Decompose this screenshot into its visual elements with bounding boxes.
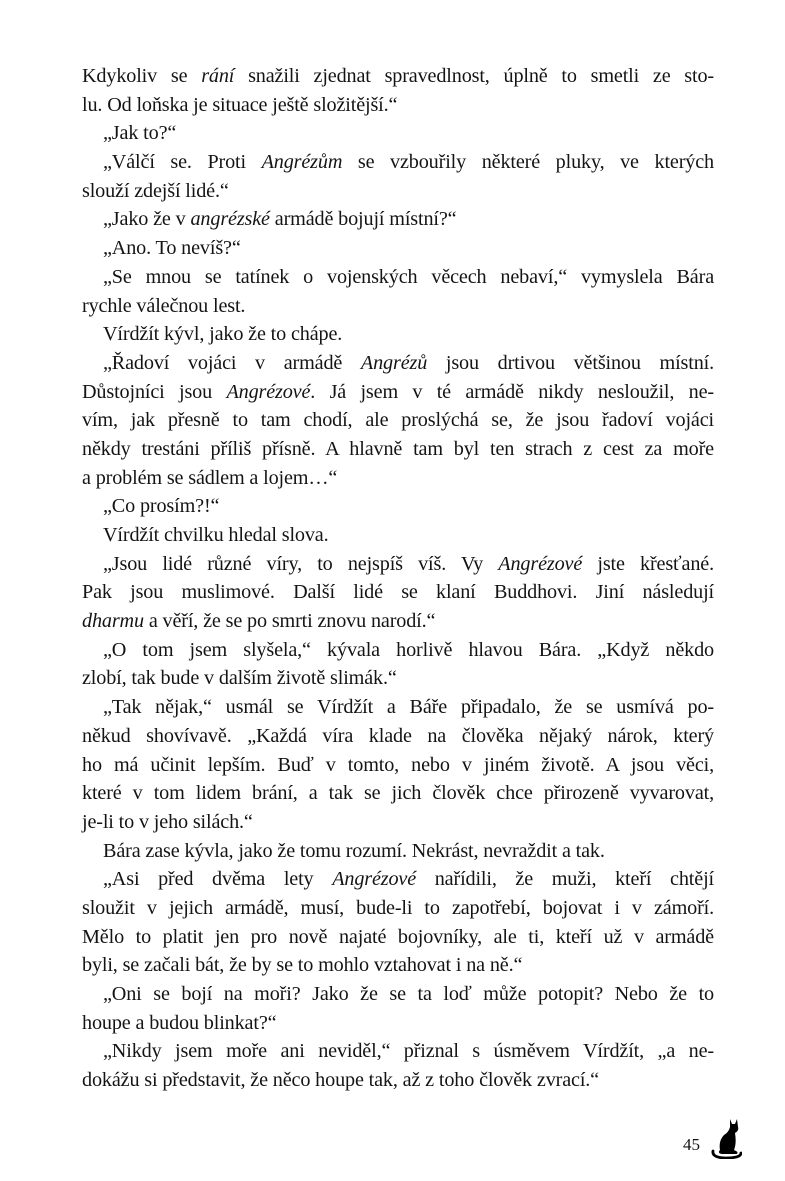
text-line <box>82 636 714 665</box>
text-line <box>82 205 714 234</box>
text-run: je-li to v jeho silách.“ <box>82 810 253 833</box>
text-run: rychle válečnou lest. <box>82 294 246 317</box>
text-run: lu. Od loňska je situace ještě složitější.“ <box>82 93 398 116</box>
text-run: Pak jsou muslimové. Další lidé se klaní Buddhovi. Jiní následují <box>82 581 714 604</box>
text-run: zlobí, tak bude v dalším životě slimák.“ <box>82 667 397 690</box>
italic-term: dharmu <box>82 610 144 633</box>
text-run: Vírdžít kývl, jako že to chápe. <box>103 323 343 346</box>
text-line <box>82 808 714 837</box>
text-line <box>82 62 714 91</box>
text-line <box>82 320 714 349</box>
text-run: ho má učinit lepším. Buď v tomto, nebo v jiném životě. A jsou věci, <box>82 753 714 776</box>
text-line <box>82 91 714 120</box>
text-run: někdy trestáni příliš přísně. A hlavně tam byl ten strach z cest za moře <box>82 437 714 460</box>
text-run: . Já jsem v té armádě nikdy nesloužil, ne- <box>310 380 714 403</box>
text-line <box>82 119 714 148</box>
text-run: a problém se sádlem a lojem…“ <box>82 466 338 489</box>
text-run: „Co prosím?!“ <box>103 495 220 518</box>
text-line <box>82 923 714 952</box>
text-run: „Jak to?“ <box>103 122 177 145</box>
text-line <box>82 837 714 866</box>
text-line <box>82 865 714 894</box>
text-line <box>82 378 714 407</box>
text-line <box>82 349 714 378</box>
text-line <box>82 234 714 263</box>
text-line <box>82 664 714 693</box>
text-run: „Jako že v <box>103 208 191 231</box>
text-run: „Se mnou se tatínek o vojenských věcech nebaví,“ vymyslela Bára <box>103 265 714 288</box>
text-run: „Ano. To nevíš?“ <box>103 237 241 260</box>
text-line <box>82 722 714 751</box>
italic-term: rání <box>201 65 235 87</box>
text-run: Důstojníci jsou <box>82 380 227 403</box>
text-line <box>82 693 714 722</box>
text-run: Bára zase kývla, jako že tomu rozumí. Nekrást, nevraždit a tak. <box>103 839 605 862</box>
italic-term: Angrézové <box>332 868 417 891</box>
text-run: „Oni se bojí na moři? Jako že se ta loď může potopit? Nebo že to <box>103 983 714 1005</box>
text-run: jste křesťané. <box>582 552 714 575</box>
text-run: „O tom jsem slyšela,“ kývala horlivě hlavou Bára. „Když někdo <box>103 638 714 661</box>
text-run: byli, se začali bát, že by se to mohlo vztahovat i na ně.“ <box>82 954 523 977</box>
text-line <box>82 779 714 808</box>
italic-term: Angrézům <box>261 151 343 174</box>
text-run: se vzbouřily některé pluky, ve kterých <box>342 151 714 174</box>
italic-term: Angrézů <box>360 351 428 374</box>
italic-term: angrézské <box>190 208 270 231</box>
text-line <box>82 263 714 292</box>
text-run: „Válčí se. Proti <box>103 151 262 174</box>
text-run: které v tom lidem brání, a tak se jich člověk chce přirozeně vyvarovat, <box>82 782 714 805</box>
text-run: houpe a budou blinkat?“ <box>82 1011 277 1034</box>
text-run: někud shovívavě. „Každá víra klade na člověka nějaký nárok, který <box>82 724 714 747</box>
text-run: slouží zdejší lidé.“ <box>82 179 229 202</box>
text-line <box>82 435 714 464</box>
text-line <box>82 1009 714 1038</box>
text-line <box>82 464 714 493</box>
text-line <box>82 894 714 923</box>
text-line <box>82 980 714 1009</box>
text-run: jsou drtivou většinou místní. <box>427 351 714 374</box>
book-page-text <box>82 62 714 1095</box>
text-run: „Nikdy jsem moře ani neviděl,“ přiznal s úsměvem Vírdžít, „a ne- <box>103 1040 714 1063</box>
text-run: snažili zjednat spravedlnost, úplně to smetli ze sto- <box>234 65 714 87</box>
text-line <box>82 492 714 521</box>
text-run: armádě bojují místní?“ <box>269 208 457 231</box>
text-run: Mělo to platit jen pro nově najaté bojovníky, ale ti, kteří už v armádě <box>82 925 714 948</box>
text-line <box>82 406 714 435</box>
text-run: „Jsou lidé různé víry, to nejspíš víš. Vy <box>103 552 499 575</box>
text-line <box>82 177 714 206</box>
text-run: „Asi před dvěma lety <box>103 868 333 891</box>
text-line <box>82 951 714 980</box>
text-line <box>82 578 714 607</box>
page-footer <box>680 1125 760 1165</box>
cat-icon <box>710 1115 742 1159</box>
text-run: „Tak nějak,“ usmál se Vírdžít a Báře připadalo, že se usmívá po- <box>103 696 714 719</box>
text-run: vím, jak přesně to tam chodí, ale proslýchá se, že jsou řadoví vojáci <box>82 409 714 432</box>
text-line <box>82 751 714 780</box>
text-run: nařídili, že muži, kteří chtějí <box>416 868 714 891</box>
text-line <box>82 1037 714 1066</box>
text-line <box>82 550 714 579</box>
text-run: Kdykoliv se <box>82 65 202 87</box>
text-run: „Řadoví vojáci v armádě <box>103 351 361 374</box>
text-line <box>82 148 714 177</box>
text-line <box>82 521 714 550</box>
text-run: dokážu si představit, že něco houpe tak, až z toho člověk zvrací.“ <box>82 1069 599 1092</box>
text-line <box>82 607 714 636</box>
italic-term: Angrézové <box>226 380 311 403</box>
text-run: Vírdžít chvilku hledal slova. <box>103 524 329 546</box>
text-line <box>82 292 714 321</box>
text-run: a věří, že se po smrti znovu narodí.“ <box>143 610 436 633</box>
italic-term: Angrézové <box>498 552 583 575</box>
page-number: 45 <box>683 1135 700 1154</box>
text-run: sloužit v jejich armádě, musí, bude-li to zapotřebí, bojovat i v zámoří. <box>82 896 714 919</box>
text-line <box>82 1066 714 1095</box>
